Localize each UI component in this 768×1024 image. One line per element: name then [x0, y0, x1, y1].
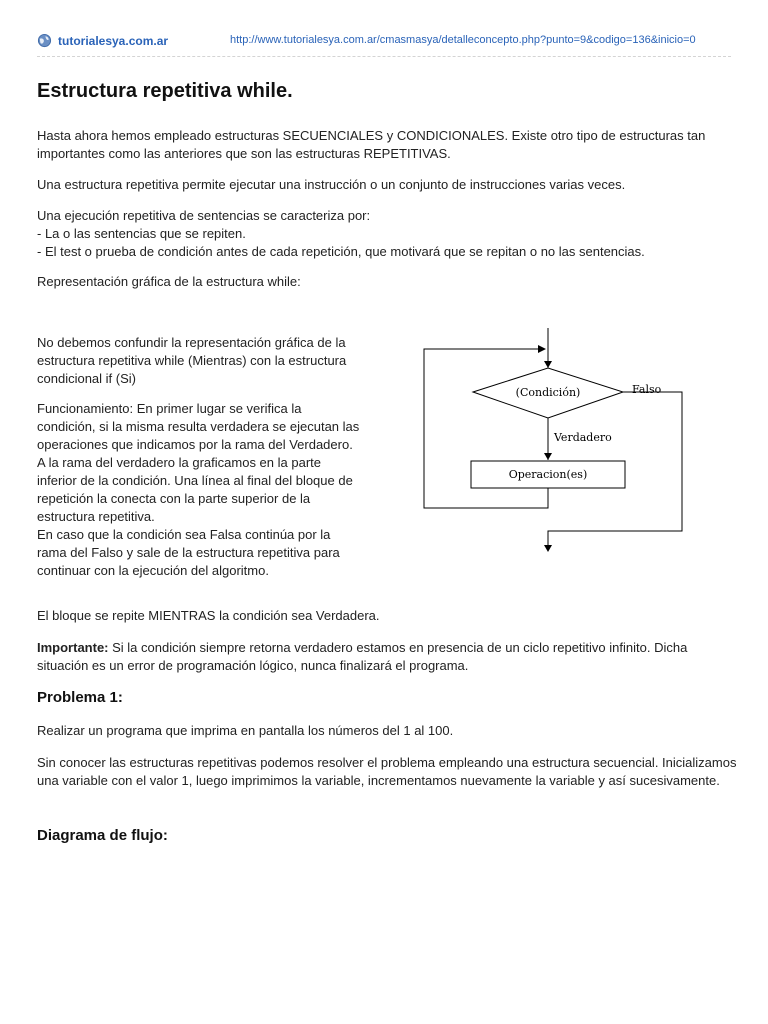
- problem-statement: Realizar un programa que imprima en pantalla los números del 1 al 100.: [37, 723, 454, 738]
- page-header: [37, 33, 731, 51]
- functioning-line: Funcionamiento: En primer lugar se verifica la condición, si la misma resulta verdadera se ejecutan las operaciones que indicamos por la rama del Verdadero.: [37, 401, 360, 452]
- exit-arrow: [544, 545, 552, 552]
- while-flowchart: [420, 328, 690, 558]
- problem-approach: Sin conocer las estructuras repetitivas podemos resolver el problema empleando una estructura secuencial. Inicializamos una variable con el valor 1, luego imprimimos la variable, incrementamos nuevamente la variable y así sucesivamente.: [37, 755, 737, 788]
- characteristics-block: [37, 207, 737, 261]
- characteristic-item: - La o las sentencias que se repiten.: [37, 226, 246, 241]
- characteristics-lead: Una ejecución repetitiva de sentencias se caracteriza por:: [37, 208, 371, 223]
- definition-paragraph: Una estructura repetitiva permite ejecutar una instrucción o un conjunto de instrucciones varias veces.: [37, 177, 626, 192]
- true-label: Verdadero: [554, 431, 612, 444]
- header-divider: [37, 56, 731, 57]
- site-name[interactable]: tutorialesya.com.ar: [58, 33, 169, 48]
- page-url[interactable]: http://www.tutorialesya.com.ar/cmasmasya/detalleconcepto.php?punto=9&codigo=136&inicio=0: [230, 34, 696, 46]
- problem-heading: Problema 1:: [37, 689, 123, 706]
- condition-label: (Condición): [515, 386, 581, 399]
- false-label: Falso: [632, 383, 662, 396]
- repeat-note: El bloque se repite MIENTRAS la condición sea Verdadera.: [37, 608, 380, 623]
- confusion-note: No debemos confundir la representación gráfica de la estructura repetitiva while (Mientras) con la estructura condicional if (Si): [37, 335, 347, 386]
- operation-label: Operacion(es): [508, 468, 588, 481]
- graphic-intro: Representación gráfica de la estructura while:: [37, 274, 301, 289]
- functioning-block: [37, 400, 362, 580]
- globe-icon: [37, 33, 52, 48]
- entry-arrow: [544, 361, 552, 368]
- important-label: Importante:: [37, 640, 109, 655]
- functioning-line: En caso que la condición sea Falsa continúa por la rama del Falso y sale de la estructura repetitiva para continuar con la ejecución del algoritmo.: [37, 527, 340, 578]
- site-link[interactable]: [37, 33, 168, 48]
- functioning-line: A la rama del verdadero la graficamos en la parte inferior de la condición. Una línea al final del bloque de repetición la conecta con la parte superior de la estructura repetitiva.: [37, 455, 353, 524]
- important-text: Si la condición siempre retorna verdadero estamos en presencia de un ciclo repetitivo infinito. Dicha situación es un error de programación lógico, nunca finalizará el programa.: [37, 640, 688, 673]
- important-paragraph: [37, 639, 737, 675]
- intro-paragraph: Hasta ahora hemos empleado estructuras SECUENCIALES y CONDICIONALES. Existe otro tipo de estructuras tan importantes como las anteriores que son las estructuras REPETITIVAS.: [37, 128, 706, 161]
- true-arrow: [544, 453, 552, 460]
- characteristic-item: - El test o prueba de condición antes de cada repetición, que motivará que se repitan o no las sentencias.: [37, 244, 645, 259]
- flow-heading: Diagrama de flujo:: [37, 827, 168, 844]
- loop-back-arrow: [538, 345, 546, 353]
- page-title: Estructura repetitiva while.: [37, 80, 293, 102]
